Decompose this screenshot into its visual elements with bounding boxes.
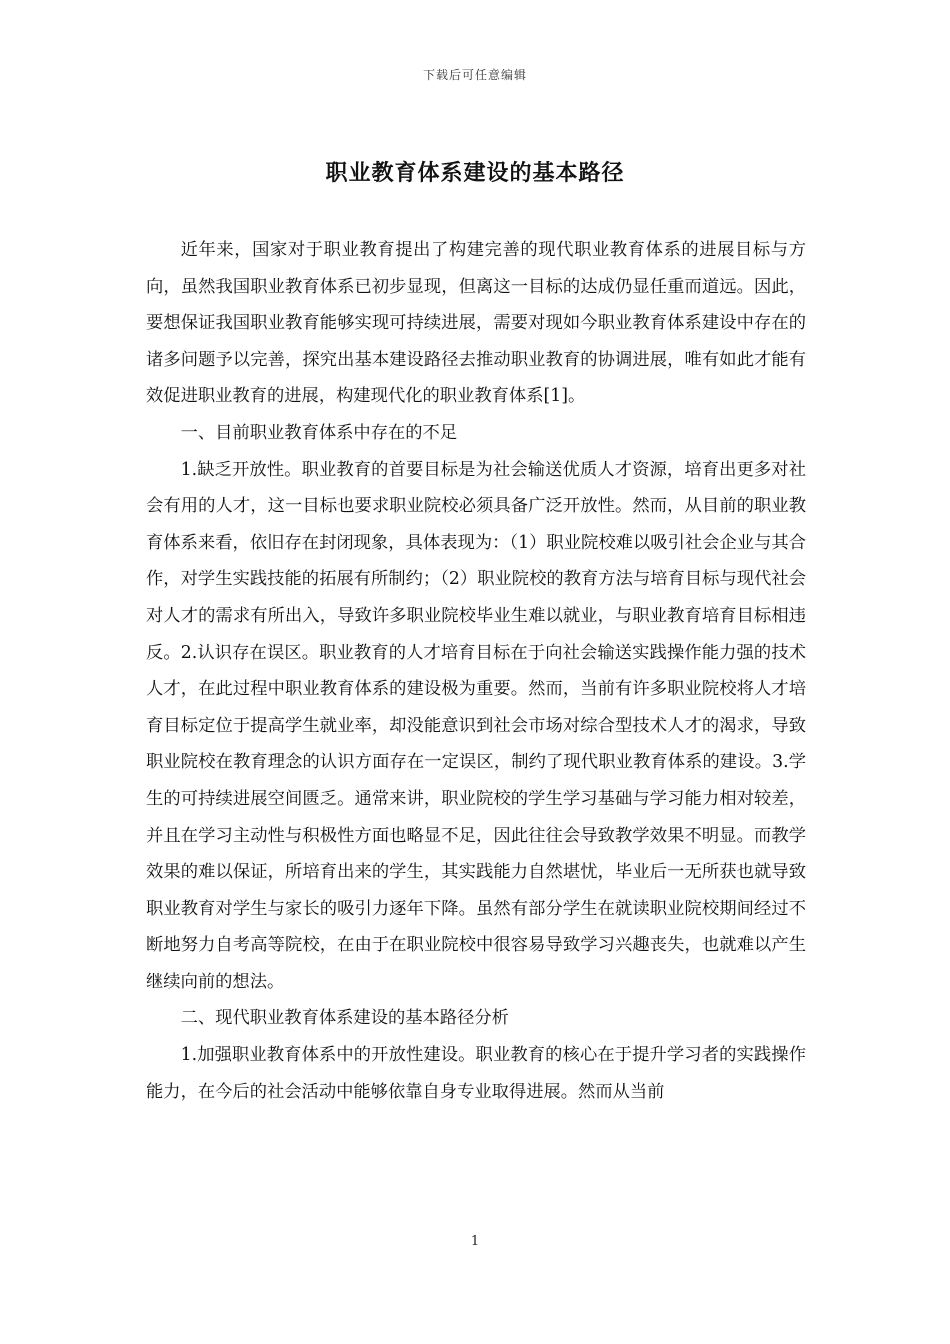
page-header: 下载后可任意编辑 [422, 68, 527, 82]
document-title: 职业教育体系建设的基本路径 [325, 160, 625, 186]
document-body [146, 232, 806, 1110]
section-heading-1: 一、目前职业教育体系中存在的不足 [180, 422, 458, 443]
intro-paragraph: 近年来，国家对于职业教育提出了构建完善的现代职业教育体系的进展目标与方向，虽然我国职业教育体系已初步显现，但离这一目标的达成仍显任重而道远。因此，要想保证我国职业教育能够实现可持续进展，需要对现如今职业教育体系建设中存在的诸多问题予以完善，探究出基本建设路径去推动职业教育的协调进展，唯有如此才能有效促进职业教育的进展，构建现代化的职业教育体系[1]。 [146, 240, 806, 407]
section-heading-2: 二、现代职业教育体系建设的基本路径分析 [180, 1008, 509, 1029]
section-2-paragraph: 1.加强职业教育体系中的开放性建设。职业教育的核心在于提升学习者的实践操作能力，在今后的社会活动中能够依靠自身专业取得进展。然而从当前 [146, 1045, 806, 1102]
section-1-paragraph: 1.缺乏开放性。职业教育的首要目标是为社会输送优质人才资源，培育出更多对社会有用的人才，这一目标也要求职业院校必须具备广泛开放性。然而，从目前的职业教育体系来看，依旧存在封闭现象，具体表现为：（1）职业院校难以吸引社会企业与其合作，对学生实践技能的拓展有所制约；（2）职业院校的教育方法与培育目标与现代社会对人才的需求有所出入，导致许多职业院校毕业生难以就业，与职业教育培育目标相违反。2.认识存在误区。职业教育的人才培育目标在于向社会输送实践操作能力强的技术人才，在此过程中职业教育体系的建设极为重要。然而，当前有许多职业院校将人才培育目标定位于提高学生就业率，却没能意识到社会市场对综合型技术人才的渴求，导致职业院校在教育理念的认识方面存在一定误区，制约了现代职业教育体系的建设。3.学生的可持续进展空间匮乏。通常来讲，职业院校的学生学习基础与学习能力相对较差，并且在学习主动性与积极性方面也略显不足，因此往往会导致教学效果不明显。而教学效果的难以保证，所培育出来的学生，其实践能力自然堪忧，毕业后一无所获也就导致职业教育对学生与家长的吸引力逐年下降。虽然有部分学生在就读职业院校期间经过不断地努力自考高等院校，在由于在职业院校中很容易导致学习兴趣丧失，也就难以产生继续向前的想法。 [146, 459, 806, 992]
page-number: 1 [470, 1234, 480, 1249]
